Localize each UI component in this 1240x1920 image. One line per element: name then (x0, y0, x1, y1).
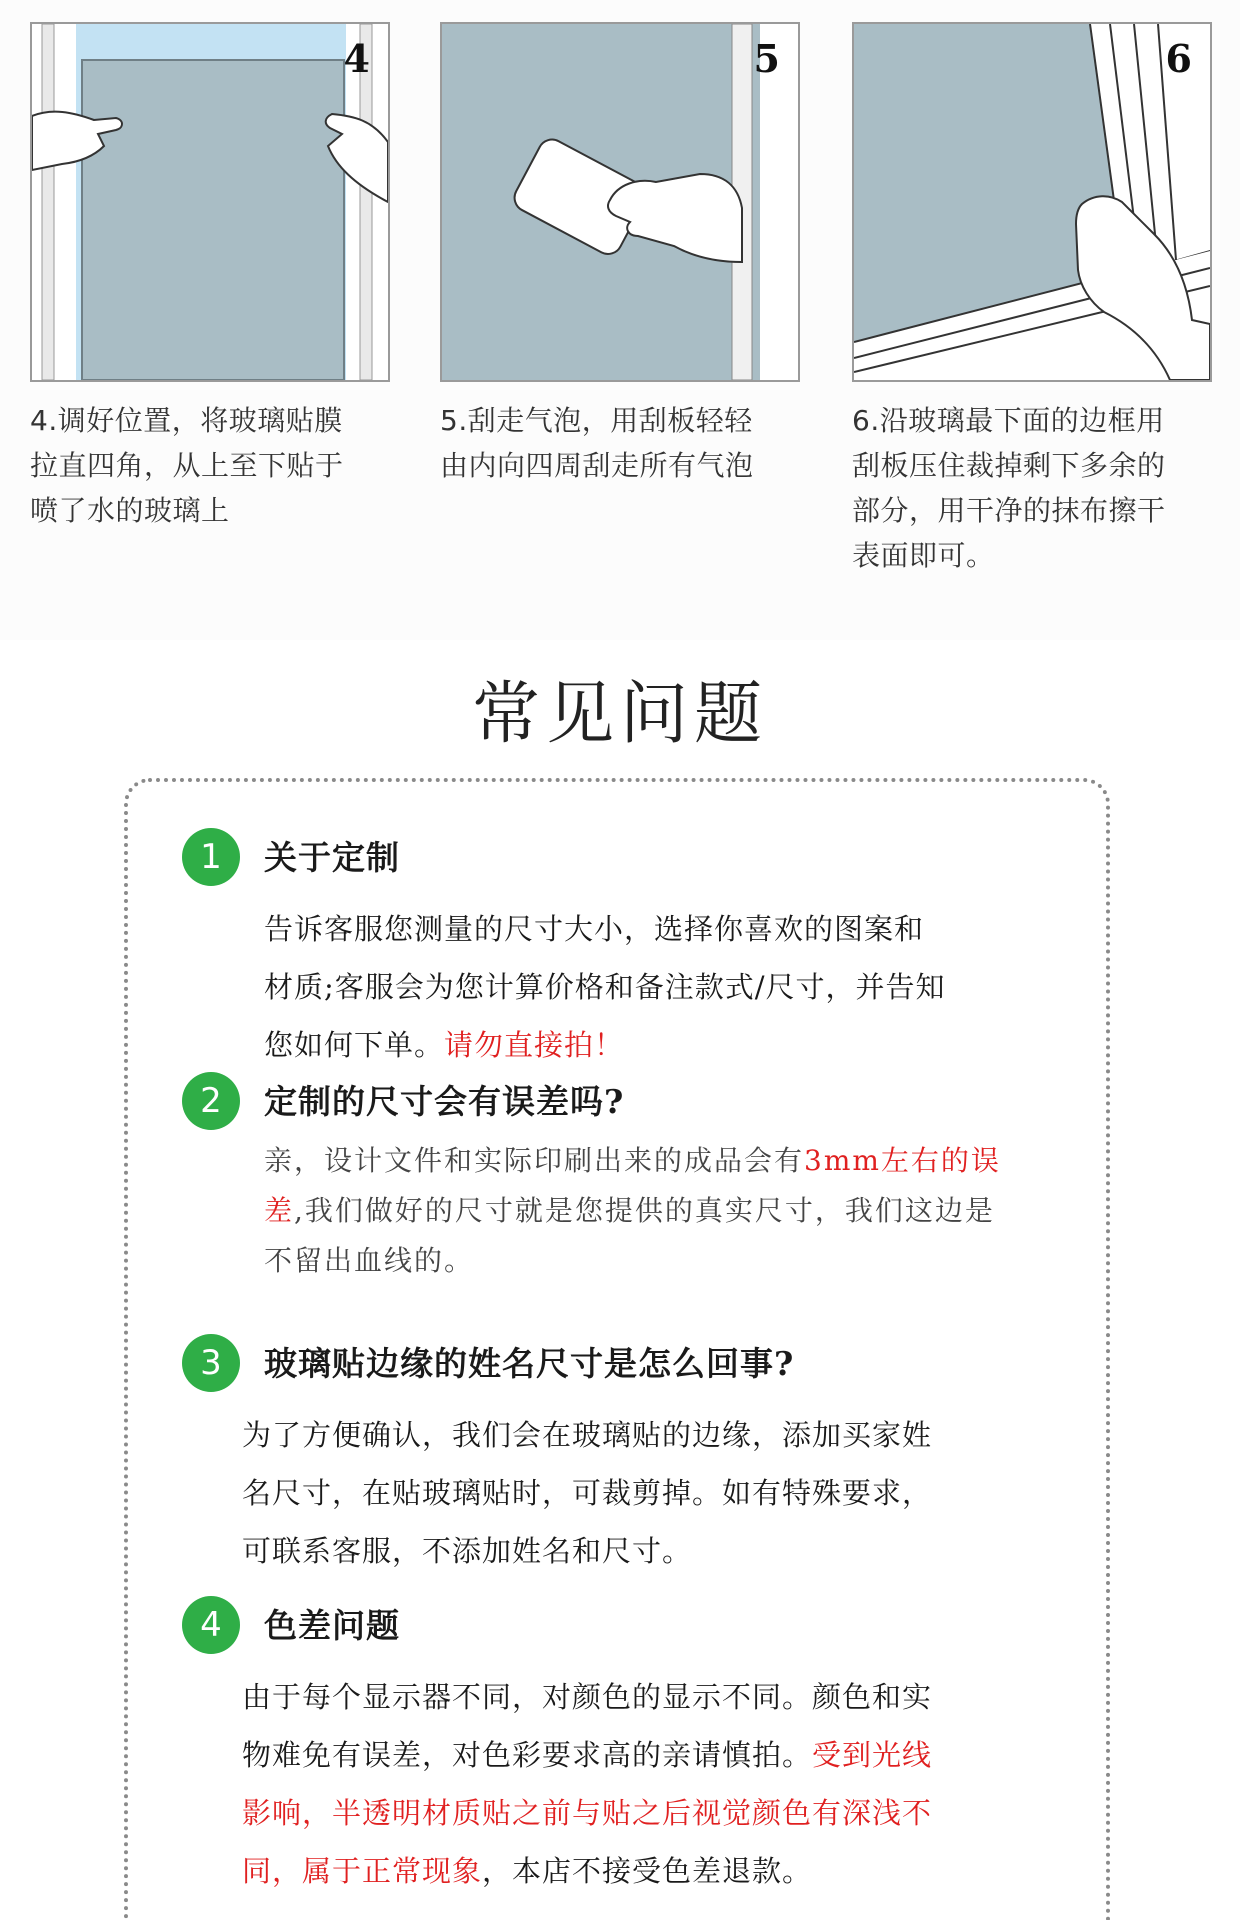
faq-question: 玻璃贴边缘的姓名尺寸是怎么回事? (264, 1344, 795, 1383)
answer-line (242, 1842, 1082, 1900)
caption-line: 刮板压住裁掉剩下多余的 (852, 449, 1166, 482)
faq-question-row (182, 1596, 1082, 1660)
answer-line: 告诉客服您测量的尺寸大小，选择你喜欢的图案和 (264, 912, 925, 946)
answer-highlight: 3mm左右的误 (804, 1144, 1001, 1177)
answer-line: 为了方便确认，我们会在玻璃贴的边缘，添加买家姓 (242, 1418, 933, 1452)
number-badge: 1 (182, 828, 240, 886)
answer-line: 可联系客服，不添加姓名和尺寸。 (242, 1534, 693, 1568)
faq-question: 色差问题 (264, 1606, 400, 1645)
number-badge: 2 (182, 1072, 240, 1130)
caption-line: 4.调好位置，将玻璃贴膜 (30, 404, 343, 437)
step-5 (440, 22, 800, 488)
faq-answer (242, 1668, 1082, 1900)
answer-line: 影响，半透明材质贴之前与贴之后视觉颜色有深浅不 (242, 1796, 933, 1830)
answer-text: 亲，设计文件和实际印刷出来的成品会有 (264, 1144, 805, 1177)
step-5-number: 5 (753, 36, 780, 81)
faq-question-row (182, 1334, 1082, 1398)
answer-line (264, 1186, 1082, 1236)
answer-line: 名尺寸，在贴玻璃贴时，可裁剪掉。如有特殊要求， (242, 1476, 933, 1510)
step-6-illustration (852, 22, 1212, 382)
answer-line (264, 1136, 1082, 1186)
step-6 (852, 22, 1212, 578)
caption-line: 6.沿玻璃最下面的边框用 (852, 404, 1165, 437)
answer-line (242, 1726, 1082, 1784)
faq-item-2 (182, 1072, 1082, 1286)
answer-warning: 请勿直接拍！ (444, 1028, 625, 1062)
faq-question-row (182, 1072, 1082, 1136)
faq-item-1 (182, 828, 1082, 1074)
answer-line: 不留出血线的。 (264, 1244, 475, 1277)
caption-line: 拉直四角，从上至下贴于 (30, 449, 344, 482)
number-badge: 3 (182, 1334, 240, 1392)
faq-box (124, 778, 1110, 1920)
step-6-number: 6 (1165, 36, 1192, 81)
answer-highlight: 受到光线 (812, 1738, 933, 1772)
faq-answer (242, 1406, 1082, 1580)
answer-text: 您如何下单。 (264, 1028, 445, 1062)
step-5-illustration (440, 22, 800, 382)
step-4-illustration (30, 22, 390, 382)
caption-line: 喷了水的玻璃上 (30, 494, 230, 527)
caption-line: 由内向四周刮走所有气泡 (440, 449, 754, 482)
faq-question-row (182, 828, 1082, 892)
step-6-caption (852, 398, 1212, 578)
faq-answer (264, 1136, 1082, 1286)
answer-line: 材质;客服会为您计算价格和备注款式/尺寸，并告知 (264, 970, 946, 1004)
faq-question: 关于定制 (264, 838, 400, 877)
caption-line: 部分，用干净的抹布擦干 (852, 494, 1166, 527)
faq-question: 定制的尺寸会有误差吗? (264, 1082, 625, 1121)
faq-title: 常见问题 (471, 675, 768, 754)
answer-text: 物难免有误差，对色彩要求高的亲请慎拍。 (242, 1738, 813, 1772)
step-5-caption (440, 398, 800, 488)
answer-line (264, 1016, 1082, 1074)
caption-line: 表面即可。 (852, 539, 995, 572)
faq-item-3 (182, 1334, 1082, 1580)
step-4 (30, 22, 390, 533)
answer-highlight: 差 (264, 1194, 295, 1227)
answer-text: ，本店不接受色差退款。 (482, 1854, 813, 1888)
faq-item-4 (182, 1596, 1082, 1900)
answer-line: 由于每个显示器不同，对颜色的显示不同。颜色和实 (242, 1680, 933, 1714)
number-badge: 4 (182, 1596, 240, 1654)
install-steps (0, 0, 1240, 640)
step-4-caption (30, 398, 390, 533)
step-4-number: 4 (343, 36, 370, 81)
caption-line: 5.刮走气泡，用刮板轻轻 (440, 404, 753, 437)
answer-text: ,我们做好的尺寸就是您提供的真实尺寸，我们这边是 (294, 1194, 995, 1227)
answer-highlight: 同，属于正常现象 (242, 1854, 483, 1888)
faq-answer (264, 900, 1082, 1074)
